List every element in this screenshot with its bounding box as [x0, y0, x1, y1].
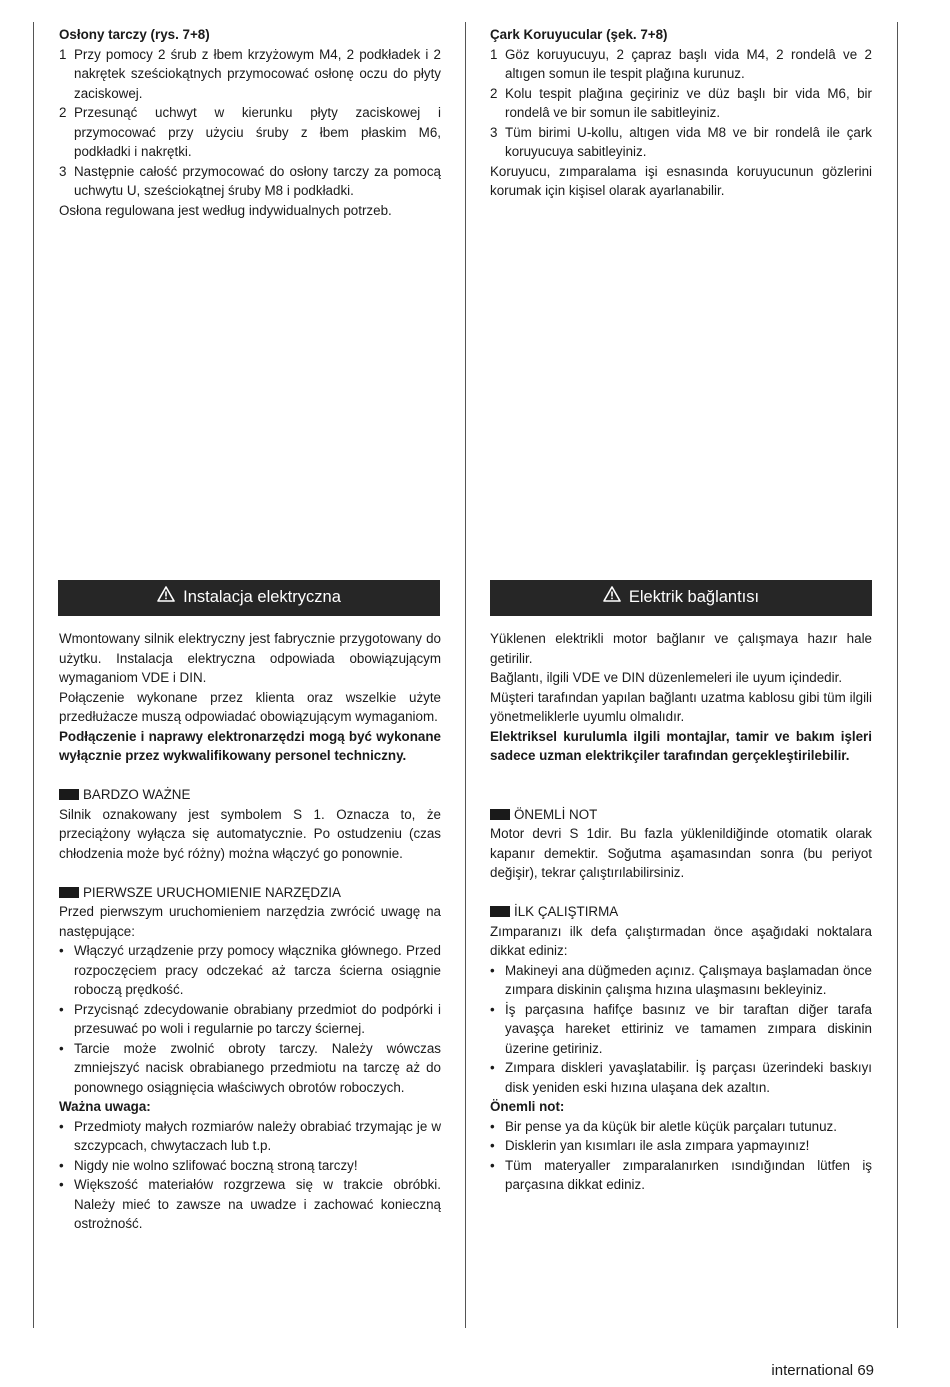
list-item: • Disklerin yan kısımları ile asla zımpara yapmayınız!: [490, 1138, 810, 1153]
paragraph: Przed pierwszym uruchomieniem narzędzia zwrócić uwagę na następujące:: [59, 904, 441, 939]
right-bottom-section: [490, 629, 872, 1195]
right-border-rule: [897, 22, 898, 1328]
step-text: Göz koruyucuyu, 2 çapraz başlı vida M4, 2 rondelâ ve 2 altıgen somun ile tespit plağına kurunuz.: [505, 46, 872, 81]
note-title: Önemli not:: [490, 1099, 565, 1114]
steps-list: [490, 45, 872, 162]
list-item: [59, 45, 441, 104]
subsection-heading: [490, 902, 872, 922]
step-text: Kolu tespit plağına geçiriniz ve düz başlı bir vida M6, bir rondelâ ve bir somun ile sabitleyiniz.: [505, 85, 872, 120]
list-item: • İş parçasına hafifçe basınız ve bir taraftan diğer tarafa yavaşça hareket ettiriniz ve tamamen zımpara diskinin üzerine getiriniz.: [490, 1001, 872, 1056]
step-number: 2: [59, 105, 67, 120]
heading-marker-block: [490, 809, 510, 820]
left-bottom-section: [59, 629, 441, 1234]
step-text: Tüm birimi U-kollu, altıgen vida M8 ve bir rondelâ ile çark koruyucuya sabitleyiniz.: [505, 124, 872, 159]
list-item: • Bir pense ya da küçük bir aletle küçük parçaları tutunuz.: [490, 1118, 837, 1134]
list-item: • Makineyi ana düğmeden açınız. Çalışmaya başlamadan önce zımpara diskinin çalışma hızına ulaşmasını bekleyiniz.: [490, 962, 872, 997]
step-number: 2: [490, 85, 498, 101]
bullet-list: [59, 1117, 441, 1234]
section-note: Koruyucu, zımparalama işi esnasında koruyucunun gözlerini korumak için kişisel olarak ayarlanabilir.: [490, 163, 872, 198]
list-item: [490, 84, 872, 123]
page-number: 69: [857, 1362, 874, 1379]
warning-triangle-icon: [157, 586, 175, 608]
step-number: 1: [490, 46, 498, 62]
list-item: • Większość materiałów rozgrzewa się w trakcie obróbki. Należy mieć to zawsze na uwadze i zachować konieczną ostrożność.: [59, 1177, 441, 1231]
bullet-list: [59, 941, 441, 1097]
heading-marker-block: [59, 789, 79, 800]
section-title: Çark Koruyucular (şek. 7+8): [490, 27, 668, 42]
list-item: • Zımpara diskleri yavaşlatabilir. İş parçası üzerindeki baskıyı disk yeniden eski hızına ulaşana dek azaltın.: [490, 1060, 872, 1095]
subsection-heading: [59, 883, 441, 903]
list-item: [490, 123, 872, 162]
list-item: • Przedmioty małych rozmiarów należy obrabiać trzymając je w szczypcach, chwytaczach lub t.p.: [59, 1118, 441, 1153]
banner-title: Instalacja elektryczna: [183, 588, 341, 607]
paragraph: Müşteri tarafından yapılan bağlantı uzatma kablosu gibi tüm ilgili yönetmeliklerle uyumlu olmalıdır.: [490, 689, 872, 724]
heading-marker-block: [490, 906, 510, 917]
center-column-rule: [465, 22, 466, 1328]
paragraph: Motor devri S 1dir. Bu fazla yüklenildiğinde otomatik olarak kapanır demektir. Soğutma aşamasından sonra (bu periyot değişir), tekrar çalıştırılabilirsiniz.: [490, 826, 872, 880]
bullet-list: [490, 961, 872, 1098]
left-top-section: [59, 25, 441, 220]
paragraph: Bağlantı, ilgili VDE ve DIN düzenlemeleri ile uyum içindedir.: [490, 670, 843, 685]
step-text: Przy pomocy 2 śrub z łbem krzyżowym M4, 2 podkładek i 2 nakrętek sześciokątnych przymocować osłonę oczu do płyty zaciskowej.: [74, 46, 441, 101]
list-item: • Nigdy nie wolno szlifować boczną stroną tarczy!: [59, 1157, 358, 1173]
subsection-title: ÖNEMLİ NOT: [514, 806, 598, 822]
footer-label: international: [771, 1362, 854, 1379]
section-banner-right: [490, 580, 872, 616]
heading-marker-block: [59, 887, 79, 898]
list-item: • Tarcie może zwolnić obroty tarczy. Należy wówczas zmniejszyć nacisk obrabianego przedmiotu na tarczę aż do ponownego osiągnięcia właściwych obrotów roboczych.: [59, 1040, 441, 1095]
subsection-heading: [490, 805, 872, 825]
list-item: [490, 45, 872, 84]
note-title: Ważna uwaga:: [59, 1099, 151, 1114]
paragraph-bold: Podłączenie i naprawy elektronarzędzi mogą być wykonane wyłącznie przez wykwalifikowany personel techniczny.: [59, 728, 441, 763]
section-title: Osłony tarczy (rys. 7+8): [59, 27, 210, 42]
step-text: Następnie całość przymocować do osłony tarczy za pomocą uchwytu U, sześciokątnej śruby M8 i podkładki.: [74, 163, 441, 198]
section-note: Osłona regulowana jest według indywidualnych potrzeb.: [59, 202, 392, 218]
list-item: • Włączyć urządzenie przy pomocy włącznika głównego. Przed rozpoczęciem pracy odczekać aż tarcza ścierna osiągnie roboczą prędkość.: [59, 943, 441, 997]
page-footer: [771, 1361, 874, 1381]
step-text: Przesunąć uchwyt w kierunku płyty zaciskowej i przymocować przy użyciu śruby z łbem płaskim M6, podkładki i nakrętki.: [74, 105, 441, 159]
banner-title: Elektrik bağlantısı: [628, 588, 760, 607]
list-item: • Przycisnąć zdecydowanie obrabiany przedmiot do podpórki i przesuwać po woli i regularnie po tarczy ściernej.: [59, 1001, 441, 1036]
paragraph-bold: Elektriksel kurulumla ilgili montajlar, tamir ve bakım işleri sadece uzman elektrikçiler tarafından gerçekleştirilebilir.: [490, 728, 872, 763]
paragraph: Silnik oznakowany jest symbolem S 1. Oznacza to, że przeciążony wyłącza się automatycznie. Po ostudzeniu (czas chłodzenia może być różny) można włączyć go ponownie.: [59, 806, 441, 861]
step-number: 3: [490, 124, 498, 140]
warning-triangle-icon: [603, 586, 621, 608]
paragraph: Zımparanızı ilk defa çalıştırmadan önce aşağıdaki noktalara dikkat ediniz:: [490, 923, 872, 958]
section-banner-left: [58, 580, 440, 616]
step-number: 3: [59, 163, 67, 179]
steps-list: [59, 45, 441, 201]
subsection-heading: [59, 785, 441, 805]
bullet-list: [490, 1117, 872, 1195]
list-item: [59, 162, 441, 201]
right-top-section: [490, 25, 872, 201]
subsection-title: İLK ÇALIŞTIRMA: [514, 904, 619, 919]
paragraph: Połączenie wykonane przez klienta oraz wszelkie użyte przedłużacze muszą odpowiadać obowiązującym wymaganiom.: [59, 689, 441, 724]
subsection-title: PIERWSZE URUCHOMIENIE NARZĘDZIA: [83, 884, 341, 900]
paragraph: Wmontowany silnik elektryczny jest fabrycznie przygotowany do użytku. Instalacja elektryczna odpowiada obowiązującym wymaganiom VDE i DIN.: [59, 631, 441, 685]
step-number: 1: [59, 46, 67, 62]
subsection-title: BARDZO WAŻNE: [83, 787, 191, 802]
paragraph: Yüklenen elektrikli motor bağlanır ve çalışmaya hazır hale getirilir.: [490, 631, 872, 666]
list-item: • Tüm materyaller zımparalanırken ısındığından lütfen iş parçasına dikkat ediniz.: [490, 1157, 872, 1192]
left-border-rule: [33, 22, 34, 1328]
list-item: [59, 103, 441, 162]
